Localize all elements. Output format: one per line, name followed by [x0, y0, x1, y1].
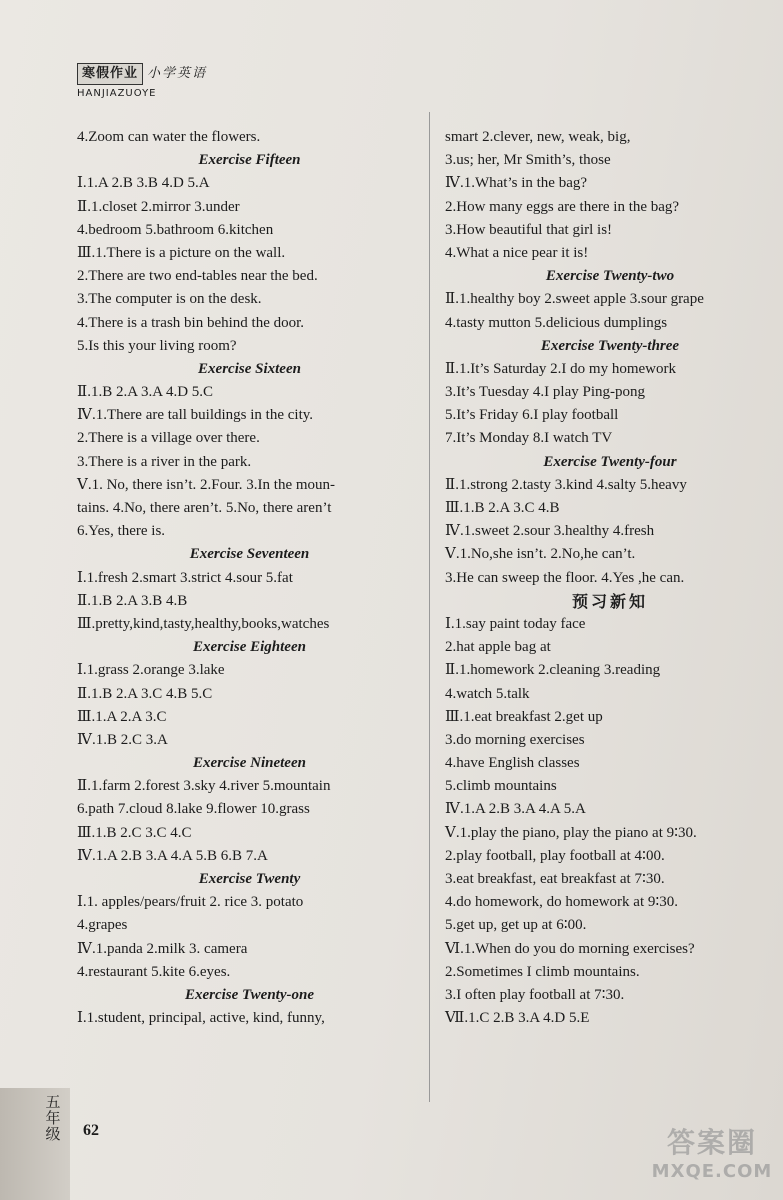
answer-line: Ⅰ.1.say paint today face [445, 615, 586, 632]
answer-line: 3.It’s Tuesday 4.I play Ping-pong [445, 384, 646, 401]
answer-line: 6.path 7.cloud 8.lake 9.flower 10.grass [77, 801, 310, 818]
exercise-heading: Exercise Fifteen [198, 152, 301, 169]
answer-line: 5.It’s Friday 6.I play football [445, 407, 619, 424]
answer-line: Ⅲ.1.B 2.A 3.C 4.B [445, 500, 560, 516]
book-header [77, 62, 207, 99]
answer-line: 4.do homework, do homework at 9∶30. [445, 894, 679, 911]
answer-line: 3.The computer is on the desk. [77, 291, 262, 308]
answer-line: Ⅱ.1.B 2.A 3.B 4.B [77, 592, 188, 609]
grade-char: 级 [45, 1125, 61, 1143]
answer-line: Ⅲ.pretty,kind,tasty,healthy,books,watches [77, 615, 330, 632]
answer-line: Ⅴ.1.play the piano, play the piano at 9∶30. [445, 824, 697, 841]
answer-line: 4.There is a trash bin behind the door. [77, 314, 305, 331]
answer-line: Ⅳ.1.What’s in the bag? [445, 175, 588, 192]
answer-line: 4.Zoom can water the flowers. [77, 129, 261, 145]
answer-line: 3.How beautiful that girl is! [445, 221, 613, 238]
answer-line: Ⅱ.1.farm 2.forest 3.sky 4.river 5.mountain [77, 778, 331, 795]
answer-line: 2.There are two end-tables near the bed. [77, 268, 318, 285]
answer-line: 2.hat apple bag at [445, 639, 551, 656]
grade-label [42, 1094, 64, 1142]
answer-line: Ⅲ.1.B 2.C 3.C 4.C [77, 824, 192, 841]
answer-line: 3.eat breakfast, eat breakfast at 7∶30. [445, 871, 665, 887]
answer-line: Ⅳ.1.A 2.B 3.A 4.A 5.B 6.B 7.A [77, 847, 268, 864]
answer-line: 2.How many eggs are there in the bag? [445, 198, 680, 215]
exercise-heading: Exercise Seventeen [189, 546, 310, 563]
answer-line: Ⅲ.1.eat breakfast 2.get up [445, 708, 603, 725]
exercise-heading: Exercise Twenty-four [543, 453, 677, 470]
answer-line: Ⅱ.1.closet 2.mirror 3.under [77, 198, 240, 215]
answer-line: 2.There is a village over there. [77, 430, 260, 447]
answer-line: Ⅱ.1.strong 2.tasty 3.kind 4.salty 5.heavy [445, 476, 687, 493]
answer-line: Ⅴ.1.No,she isn’t. 2.No,he can’t. [445, 546, 636, 563]
answer-line: 5.get up, get up at 6∶00. [445, 917, 587, 934]
answer-line: 2.Sometimes I climb mountains. [445, 963, 640, 980]
grade-char: 年 [45, 1109, 61, 1127]
answer-line: Ⅶ.1.C 2.B 3.A 4.D 5.E [445, 1010, 590, 1027]
answer-line: smart 2.clever, new, weak, big, [445, 129, 631, 145]
page-number: 62 [83, 1122, 99, 1139]
answer-line: Ⅰ.1. apples/pears/fruit 2. rice 3. potato [77, 894, 304, 911]
answer-line: Ⅳ.1.sweet 2.sour 3.healthy 4.fresh [445, 523, 655, 540]
answer-line: 3.do morning exercises [445, 731, 585, 748]
exercise-heading: Exercise Eighteen [193, 639, 306, 656]
answer-line: Ⅵ.1.When do you do morning exercises? [445, 940, 695, 957]
answer-line: 3.There is a river in the park. [77, 453, 252, 470]
exercise-heading: Exercise Twenty [198, 871, 301, 887]
answer-line: Ⅰ.1.grass 2.orange 3.lake [77, 662, 225, 679]
answer-line: Ⅲ.1.A 2.A 3.C [77, 708, 167, 725]
answer-line: 3.us; her, Mr Smith’s, those [445, 152, 611, 169]
answer-line: Ⅳ.1.B 2.C 3.A [77, 731, 168, 748]
exercise-heading: Exercise Twenty-two [545, 268, 675, 285]
answer-line: 4.tasty mutton 5.delicious dumplings [445, 314, 668, 331]
series-title: 寒假作业 [77, 63, 143, 85]
subject-title: 小学英语 [147, 66, 208, 81]
answer-line: Ⅱ.1.B 2.A 3.A 4.D 5.C [77, 384, 214, 401]
right-column [445, 126, 775, 1030]
answer-line: 7.It’s Monday 8.I watch TV [445, 430, 613, 447]
exercise-heading: Exercise Nineteen [193, 755, 306, 772]
answer-line: 5.Is this your living room? [77, 337, 237, 354]
column-divider [429, 112, 430, 1102]
answer-line: Ⅰ.1.A 2.B 3.B 4.D 5.A [77, 175, 210, 192]
answer-line: Ⅲ.1.There is a picture on the wall. [77, 244, 286, 261]
answer-line: Ⅰ.1.student, principal, active, kind, funny, [77, 1010, 325, 1027]
exercise-heading: Exercise Sixteen [198, 360, 301, 377]
grade-char: 五 [45, 1093, 61, 1111]
answer-line: Ⅳ.1.panda 2.milk 3. camera [77, 940, 248, 957]
answer-line: 3.I often play football at 7∶30. [445, 986, 625, 1003]
answer-line: Ⅴ.1. No, there isn’t. 2.Four. 3.In the moun- [77, 476, 336, 493]
answer-line: 4.bedroom 5.bathroom 6.kitchen [77, 221, 274, 238]
answer-line: Ⅱ.1.It’s Saturday 2.I do my homework [445, 360, 676, 377]
answer-line: 4.restaurant 5.kite 6.eyes. [77, 963, 231, 980]
left-column [77, 126, 422, 1030]
series-pinyin: HANJIAZUOYE [77, 88, 157, 99]
answer-line: 4.What a nice pear it is! [445, 244, 589, 261]
section-heading: 预习新知 [571, 591, 648, 611]
answer-line: 6.Yes, there is. [77, 523, 166, 540]
answer-line: 4.watch 5.talk [445, 685, 530, 702]
watermark-url: MXQE.COM [651, 1161, 773, 1182]
watermark-logo: 答案圈 [666, 1126, 757, 1159]
answer-line: Ⅱ.1.healthy boy 2.sweet apple 3.sour grape [445, 291, 704, 308]
watermark [648, 1125, 776, 1182]
answer-line: Ⅰ.1.fresh 2.smart 3.strict 4.sour 5.fat [77, 569, 293, 586]
answer-line: Ⅱ.1.B 2.A 3.C 4.B 5.C [77, 685, 213, 702]
exercise-heading: Exercise Twenty-one [184, 986, 314, 1003]
answer-line: 5.climb mountains [445, 778, 557, 795]
answer-line: Ⅱ.1.homework 2.cleaning 3.reading [445, 662, 661, 679]
answer-line: Ⅳ.1.There are tall buildings in the city. [77, 407, 314, 424]
answer-line: 2.play football, play football at 4∶00. [445, 847, 665, 864]
answer-line: 4.grapes [77, 917, 128, 934]
answer-line: 4.have English classes [445, 755, 580, 772]
answer-line: Ⅳ.1.A 2.B 3.A 4.A 5.A [445, 801, 586, 818]
answer-line: tains. 4.No, there aren’t. 5.No, there aren’t [77, 500, 332, 516]
answer-line: 3.He can sweep the floor. 4.Yes ,he can. [445, 569, 685, 586]
exercise-heading: Exercise Twenty-three [540, 337, 680, 354]
